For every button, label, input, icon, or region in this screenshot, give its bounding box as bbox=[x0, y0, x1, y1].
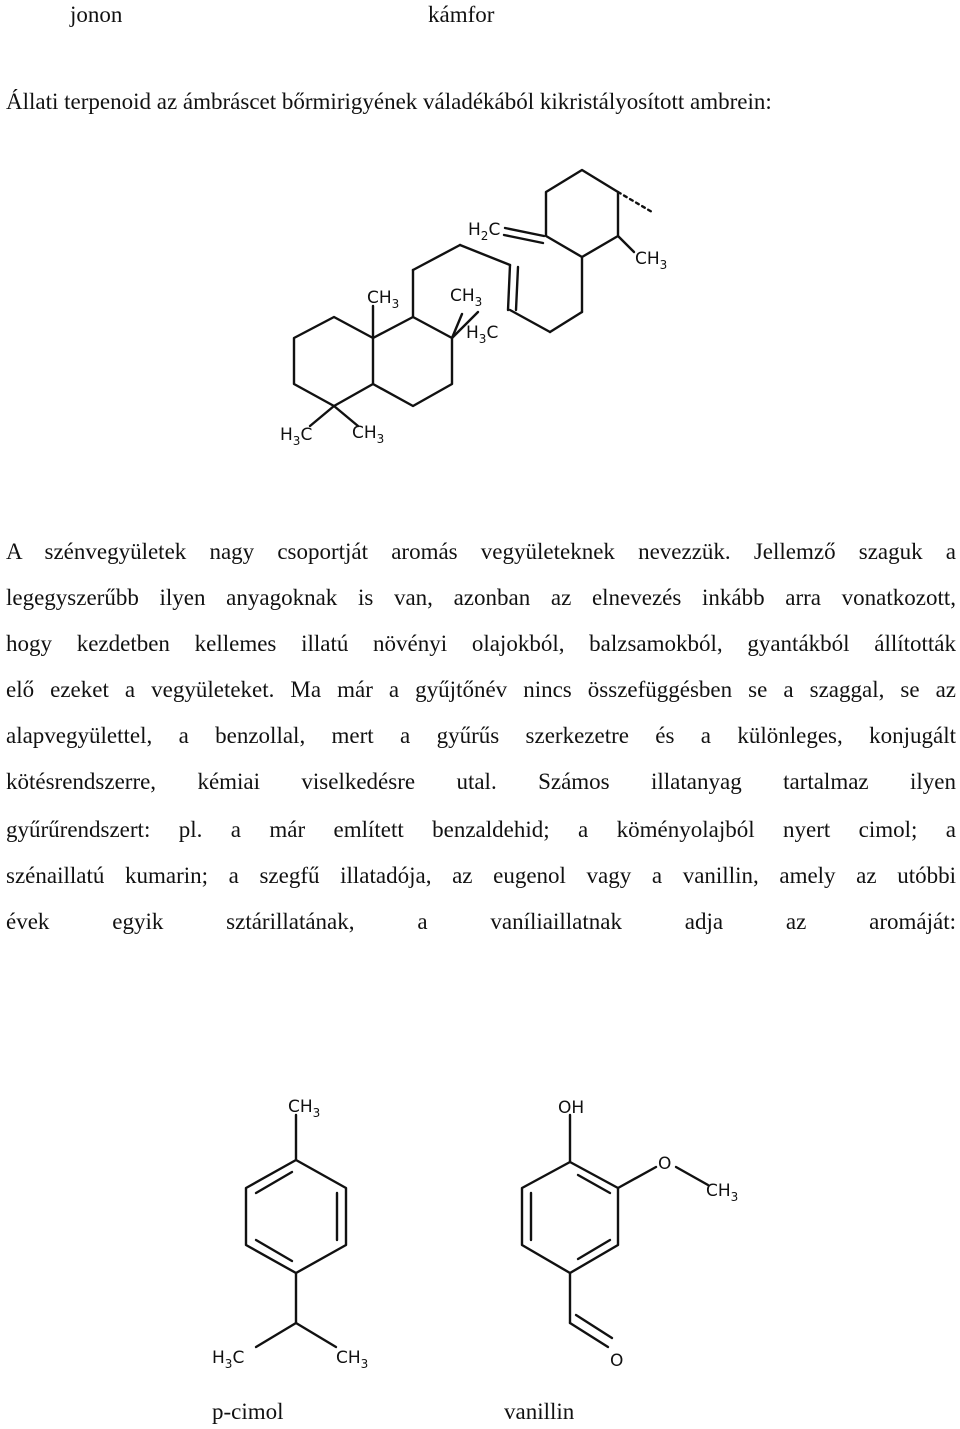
svg-text:CH3 bbox=[706, 1181, 738, 1204]
svg-text:CH3 bbox=[450, 286, 482, 309]
intro-sentence: Állati terpenoid az ámbráscet bőrmirigyének váladékából kikristályosított ambrein: bbox=[6, 89, 772, 114]
label-h2c-sub: 2 bbox=[480, 229, 489, 243]
label-cymene-ch3-right-sub: 3 bbox=[360, 1357, 369, 1371]
paragraph-line: hogy kezdetben kellemes illatú növényi olajokból, balzsamokból, gyantákból állították bbox=[6, 631, 956, 656]
label-cymene-h3c-c: C bbox=[232, 1348, 245, 1368]
label-vanillin-ch3: CH bbox=[706, 1181, 731, 1201]
paragraph-line: A szénvegyületek nagy csoportját aromás vegyületeknek nevezzük. Jellemző szaguk a bbox=[6, 539, 956, 564]
label-ch3-mid-left-sub: 3 bbox=[391, 297, 400, 311]
label-h3c-mid-c: C bbox=[486, 323, 499, 343]
label-ch3-mid-right: CH bbox=[450, 286, 475, 306]
label-cymene-ch3-top-sub: 3 bbox=[312, 1106, 321, 1120]
svg-text:CH3 bbox=[336, 1348, 368, 1371]
label-vanillin-oh: OH bbox=[558, 1098, 585, 1118]
label-h3c-mid-h: H bbox=[466, 323, 479, 343]
label-h3c-mid-sub: 3 bbox=[478, 332, 487, 346]
svg-text:CH3 bbox=[352, 423, 384, 446]
label-ch3-mid-left: CH bbox=[367, 288, 392, 308]
paragraph-line: kötésrendszerre, kémiai viselkedésre utal. Számos illatanyag tartalmaz ilyen bbox=[6, 769, 956, 794]
caption-kamfor: kámfor bbox=[428, 2, 495, 27]
svg-text:H2C bbox=[468, 220, 500, 243]
label-h3c-bottom-h: H bbox=[280, 425, 293, 445]
label-ch3-bottom-sub: 3 bbox=[376, 432, 385, 446]
svg-text:CH3 bbox=[367, 288, 399, 311]
paragraph-line: szénaillatú kumarin; a szegfű illatadója, az eugenol vagy a vanillin, amely az utóbbi bbox=[6, 863, 956, 888]
label-h2c-c: C bbox=[488, 220, 501, 240]
caption-p-cimol: p-cimol bbox=[212, 1399, 284, 1424]
label-cymene-ch3-right: CH bbox=[336, 1348, 361, 1368]
label-h2c-h: H bbox=[468, 220, 481, 240]
p-cymene-structure bbox=[200, 1085, 400, 1385]
svg-text:H3C bbox=[212, 1348, 244, 1371]
ambrein-structure bbox=[270, 160, 690, 460]
caption-vanillin: vanillin bbox=[504, 1399, 575, 1424]
label-h3c-bottom-sub: 3 bbox=[292, 434, 301, 448]
label-cymene-ch3-top: CH bbox=[288, 1097, 313, 1117]
label-h3c-bottom-c: C bbox=[300, 425, 313, 445]
svg-text:H3C bbox=[280, 425, 312, 448]
paragraph-line: alapvegyülettel, a benzollal, mert a gyűrűs szerkezetre és a különleges, konjugált bbox=[6, 723, 956, 748]
svg-text:H3C bbox=[466, 323, 498, 346]
paragraph-line: évek egyik sztárillatának, a vaníliaillatnak adja az aromáját: bbox=[6, 909, 956, 934]
label-vanillin-ch3-sub: 3 bbox=[730, 1190, 739, 1204]
paragraph-line: gyűrűrendszert: pl. a már említett benzaldehid; a köményolajból nyert cimol; a bbox=[6, 817, 956, 842]
paragraph-line: legegyszerűbb ilyen anyagoknak is van, azonban az elnevezés inkább arra vonatkozott, bbox=[6, 585, 956, 610]
paragraph-line: elő ezeket a vegyületeket. Ma már a gyűjtőnév nincs összefüggésben se a szaggal, se az bbox=[6, 677, 956, 702]
caption-jonon: jonon bbox=[70, 2, 123, 27]
label-vanillin-o-aldehyde: O bbox=[610, 1351, 624, 1371]
svg-text:CH3 bbox=[288, 1097, 320, 1120]
label-cymene-h3c-h: H bbox=[212, 1348, 225, 1368]
label-cymene-h3c-sub: 3 bbox=[224, 1357, 233, 1371]
label-ch3-mid-right-sub: 3 bbox=[474, 295, 483, 309]
label-ch3-top-right: CH bbox=[635, 249, 660, 269]
svg-text:CH3 bbox=[635, 249, 667, 272]
vanillin-structure bbox=[490, 1085, 760, 1385]
label-ch3-top-right-sub: 3 bbox=[659, 258, 668, 272]
label-ch3-bottom: CH bbox=[352, 423, 377, 443]
label-vanillin-o-ether: O bbox=[658, 1154, 672, 1174]
